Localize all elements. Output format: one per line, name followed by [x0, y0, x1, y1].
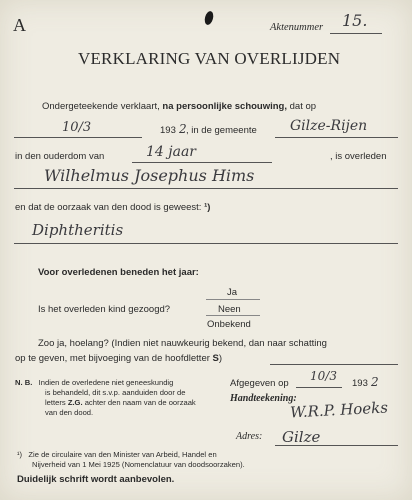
- gemeente-line: [275, 137, 398, 138]
- address-value: Gilze: [282, 428, 321, 446]
- nb-text-3: letters: [45, 398, 66, 407]
- option-onbekend: Onbekend: [207, 319, 251, 330]
- issued-label: Afgegeven op: [230, 378, 289, 389]
- age-label: in den ouderdom van: [15, 151, 105, 162]
- cause-value: Diphtheritis: [32, 221, 124, 239]
- signature-value: W.R.P. Hoeks: [289, 398, 389, 422]
- footnote-ref: ¹): [17, 450, 23, 459]
- how-long-line-2: [15, 353, 222, 364]
- address-label: Adres:: [236, 431, 263, 442]
- cause-line: [14, 243, 398, 244]
- intro-text-c: dat op: [289, 101, 317, 112]
- nb-line-4: [15, 408, 196, 418]
- death-date: 10/3: [62, 120, 92, 135]
- cause-label-text: en dat de oorzaak van den dood is geweest:: [15, 202, 202, 213]
- option-neen: Neen: [218, 304, 241, 315]
- address-line: [275, 445, 398, 446]
- how-long-end: ): [218, 353, 223, 364]
- nb-zg: Z.G.: [67, 398, 83, 407]
- age-label-end: , is overleden: [330, 151, 387, 162]
- cause-label: [15, 202, 210, 213]
- footnote-text-1: Zie de circulaire van den Minister van Arbeid, Handel en: [28, 450, 217, 459]
- footnote-text-2: Nijverheid van 1 Mei 1925 (Nomenclatuur van doodsoorzaken).: [32, 460, 245, 469]
- death-date-line: [14, 137, 142, 138]
- age-line: [132, 162, 272, 163]
- nb-line-1: [15, 378, 196, 388]
- intro-text-b: na persoonlijke schouwing,: [162, 101, 287, 112]
- option-ja: Ja: [227, 287, 238, 298]
- nb-text-1: Indien de overledene niet geneeskundig: [38, 378, 174, 387]
- nursed-question: Is het overleden kind gezoogd?: [38, 304, 171, 315]
- issued-date: 10/3: [310, 369, 337, 383]
- akte-line: [330, 33, 382, 34]
- how-long-letter: S: [212, 353, 219, 364]
- footer-note: Duidelijk schrift wordt aanbevolen.: [17, 474, 175, 485]
- footnote-line-2: [17, 460, 245, 470]
- signature-label: Handteekening:: [230, 393, 297, 404]
- how-long-answer-line: [270, 364, 398, 365]
- issued-year-digit: 2: [371, 375, 379, 389]
- nb-text-4: van den dood.: [45, 408, 94, 417]
- nb-line-3: [15, 398, 196, 408]
- form-title: VERKLARING VAN OVERLIJDEN: [78, 49, 341, 68]
- how-long-line-1: Zoo ja, hoelang? (Indien niet nauwkeurig bekend, dan naar schatting: [38, 338, 327, 349]
- nb-note: [15, 378, 196, 418]
- form-letter: A: [13, 15, 26, 35]
- nb-text-3-end: achter den naam van de oorzaak: [84, 398, 196, 407]
- deceased-name: Wilhelmus Josephus Hims: [44, 166, 255, 185]
- nb-line-2: [15, 388, 196, 398]
- option-line-1: [206, 299, 260, 300]
- name-line: [14, 188, 398, 189]
- intro-text-a: Ondergeteekende verklaart,: [42, 101, 160, 112]
- ink-blot: [203, 10, 214, 26]
- footnote: [17, 450, 245, 470]
- option-line-2: [206, 315, 260, 316]
- nb-label: N. B.: [15, 378, 33, 387]
- akte-number: 15.: [342, 11, 368, 30]
- under-year-heading: Voor overledenen beneden het jaar:: [38, 267, 199, 278]
- gemeente-value: Gilze-Rijen: [290, 118, 368, 134]
- footnote-line-1: [17, 450, 245, 460]
- cause-footnote-ref: ¹): [204, 202, 211, 213]
- issued-year-prefix: 193: [352, 378, 368, 389]
- nb-text-2: is behandeld, dit s.v.p. aanduiden door de: [45, 388, 186, 397]
- issued-date-line: [296, 387, 342, 388]
- age-value: 14 jaar: [146, 144, 196, 160]
- akte-label: Aktenummer: [270, 22, 324, 33]
- year-digit: 2: [179, 122, 187, 136]
- how-long-text: op te geven, met bijvoeging van de hoofdletter: [15, 353, 210, 364]
- year-prefix: 193: [160, 125, 176, 136]
- label-gemeente: , in de gemeente: [186, 125, 257, 136]
- intro-line: [42, 101, 316, 112]
